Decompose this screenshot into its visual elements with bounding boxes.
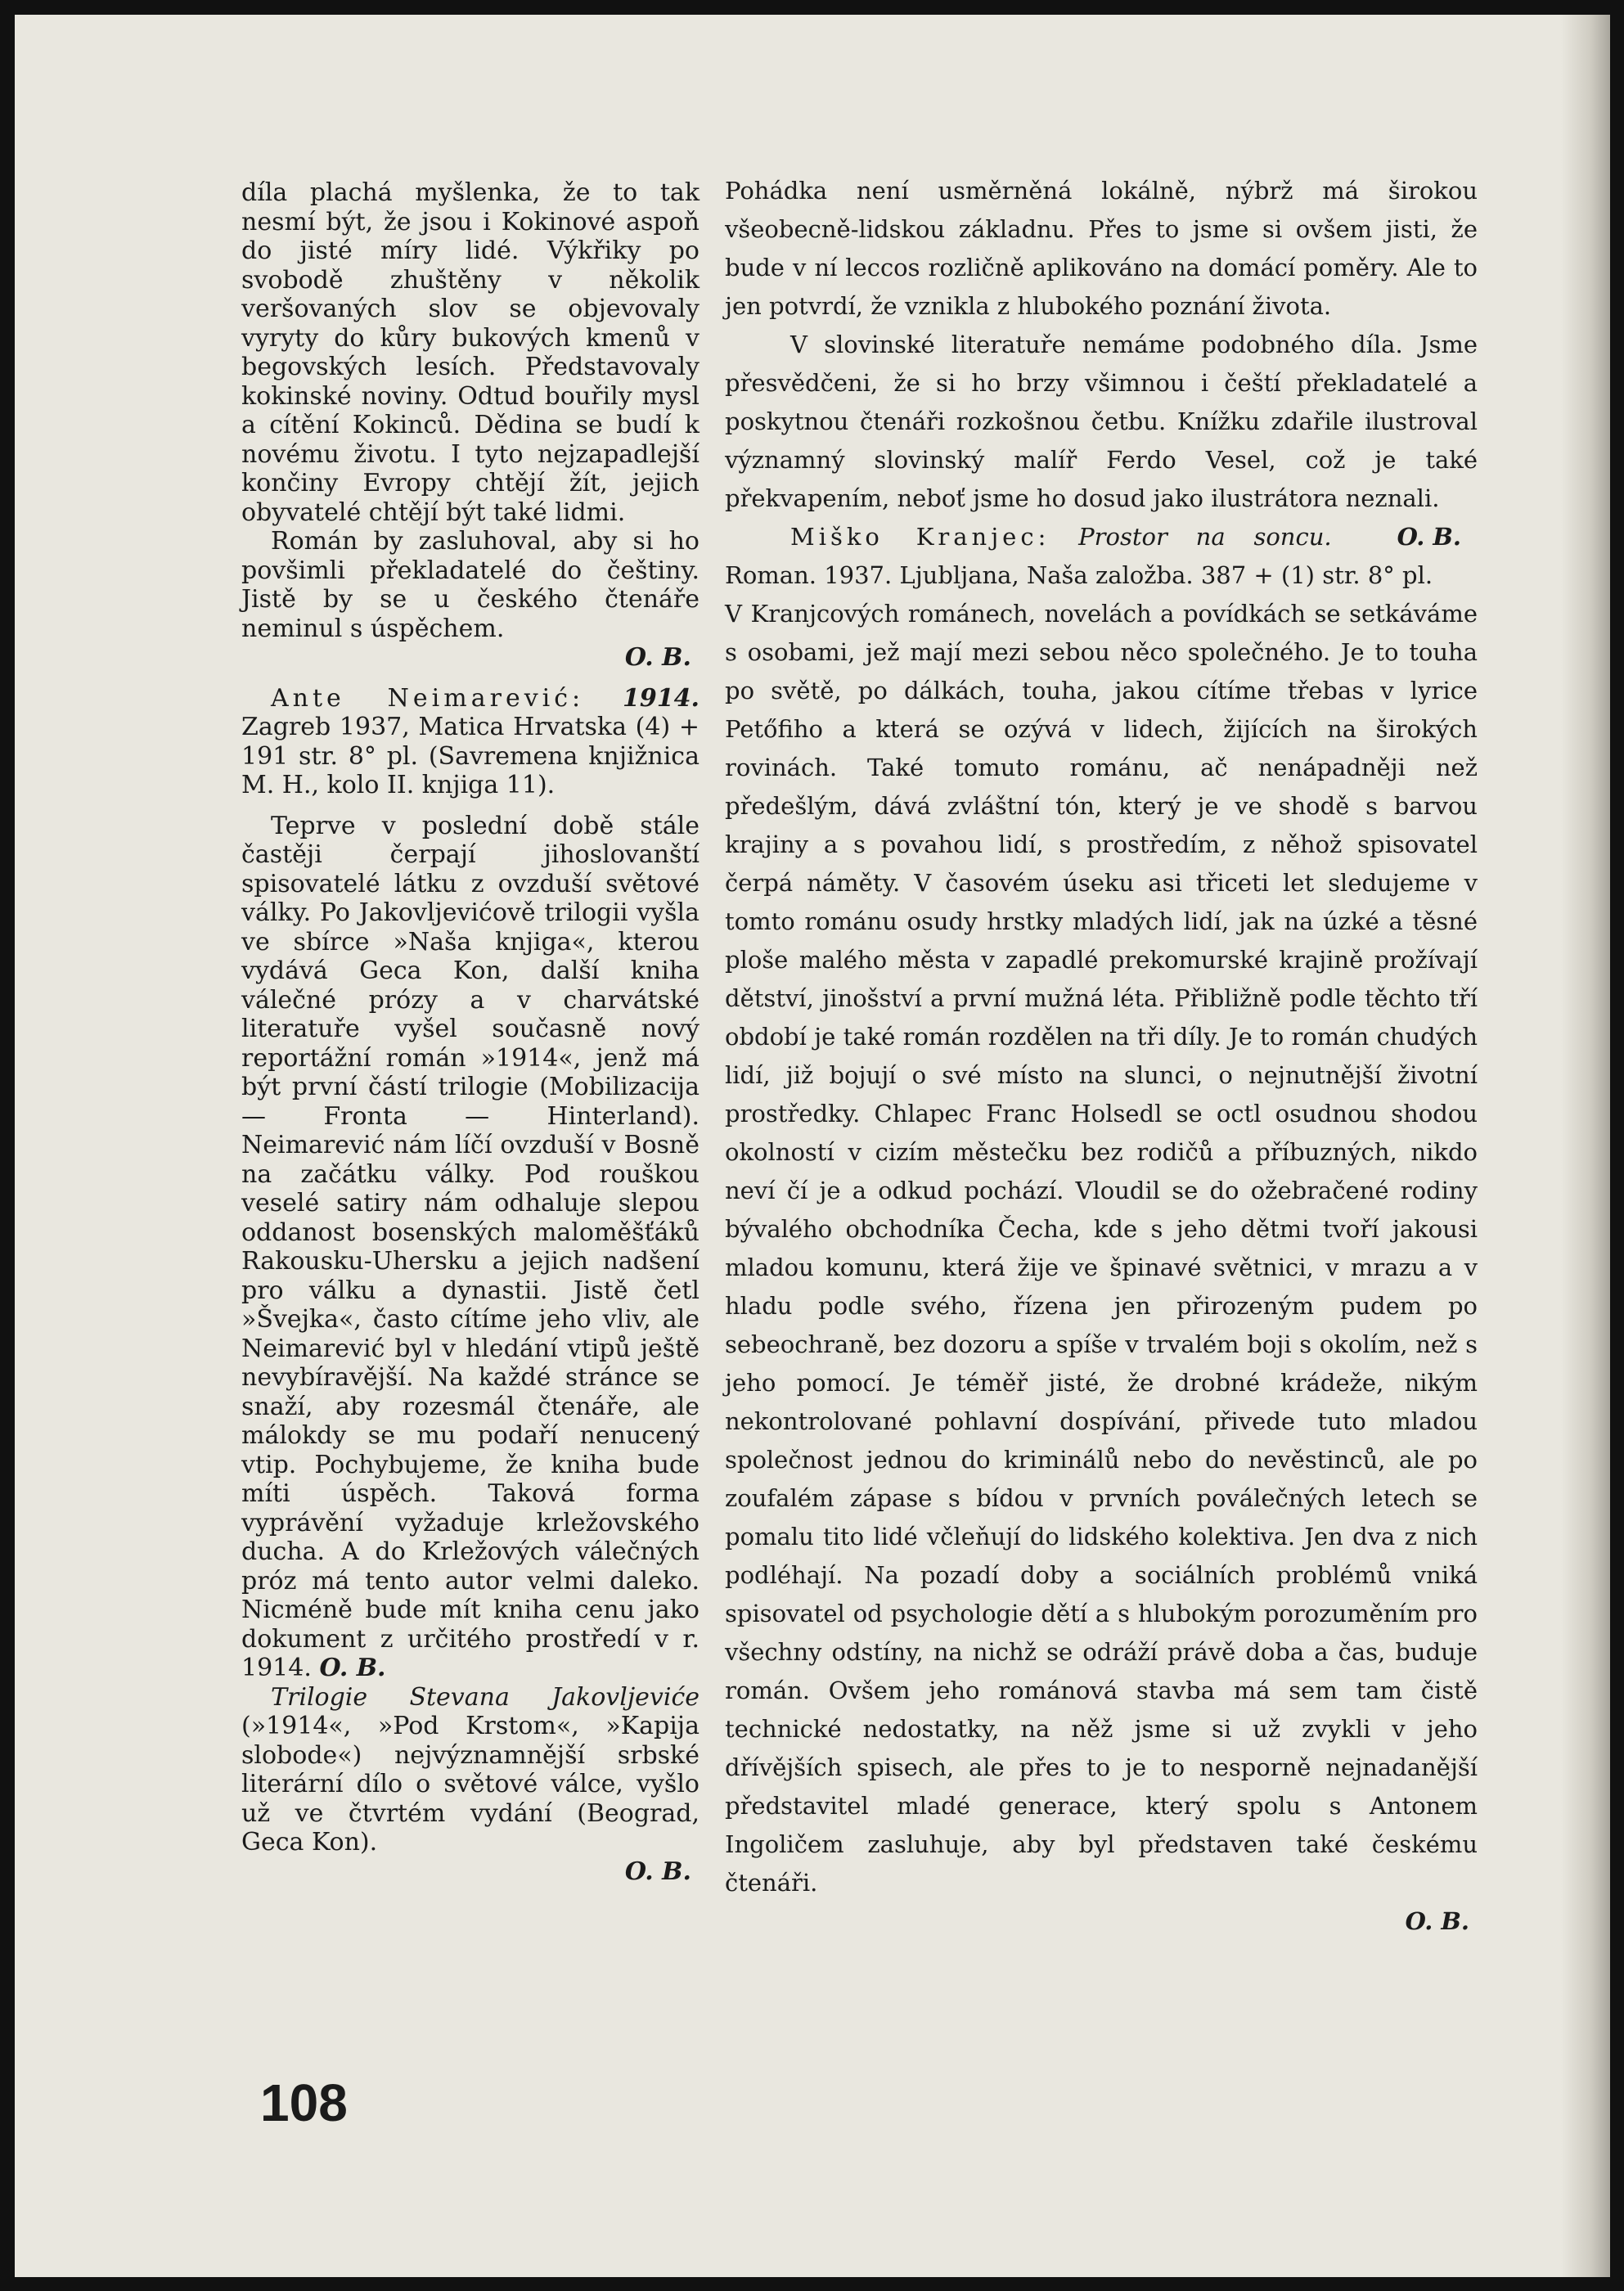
left-paragraph-3 bbox=[241, 812, 700, 1683]
page-gutter-shadow bbox=[1561, 15, 1610, 2277]
review-author: Ante Neimarević: bbox=[271, 683, 585, 713]
left-paragraph-4-text: (»1914«, »Pod Krstom«, »Kapija slobode«) nejvýznamnější srbské literární dílo o světové válce, vyšlo už ve čtvrtém vydání (Beograd, Geca Kon). bbox=[241, 1712, 700, 1857]
book-page bbox=[15, 15, 1610, 2277]
signature: O. B. bbox=[1397, 523, 1461, 551]
left-column bbox=[241, 178, 700, 1886]
right-column bbox=[725, 172, 1478, 1941]
review-biblio: Roman. 1937. Ljubljana, Naša založba. 387 + (1) str. 8° pl. bbox=[725, 561, 1433, 589]
left-paragraph-1: díla plachá myšlenka, že to tak nesmí být, že jsou i Kokinové aspoň do jisté míry lidé. Výkřiky po svobodě zhuštěny v několik veršovaných slov se objevovaly vyryty do kůry bukových kmenů v begovských lesích. Představovaly kokinské noviny. Odtud bouřily mysl a cítění Kokinců. Dědina se budí k novému životu. I tyto nejzapadlejší končiny Evropy chtějí žít, jejich obyvatelé chtějí být také lidmi. bbox=[241, 178, 700, 527]
signature: O. B. bbox=[624, 643, 691, 672]
signature: O. B. bbox=[319, 1654, 386, 1682]
page-number: 108 bbox=[260, 2073, 348, 2132]
signature: O. B. bbox=[1405, 1907, 1469, 1935]
review-title: 1914. bbox=[623, 683, 700, 713]
review-author: Miško Kranjec: bbox=[790, 523, 1050, 551]
review-title: Prostor na soncu. bbox=[1078, 523, 1332, 551]
signature: O. B. bbox=[624, 1857, 691, 1886]
trilogy-title: Trilogie Stevana Jakovljeviće bbox=[271, 1682, 700, 1712]
right-paragraph-1: Pohádka není usměrněná lokálně, nýbrž má širokou všeobecně-lidskou základnu. Přes to jsme si ovšem jisti, že bude v ní leccos rozličně aplikováno na domácí poměry. Ale to jen potvrdí, že vznikla z hlubokého poznání života. bbox=[725, 177, 1478, 320]
left-paragraph-3-text: Teprve v poslední době stále častěji čerpají jihoslovanští spisovatelé látku z ovzduší světové války. Po Jakovljevićově trilogii vyšla ve sbírce »Naša knjiga«, kterou vydává Geca Kon, další kniha válečné prózy a v charvátské literatuře vyšel současně nový reportážní román »1914«, jenž má být první částí trilogie (Mobilizacija — Fronta — Hinterland). Neimarević nám líčí ovzduší v Bosně na začátku války. Pod rouškou veselé satiry nám odhaluje slepou oddanost bosenských maloměšťáků Rakousku-Uhersku a jejich nadšení pro válku a dynastii. Jistě četl »Švejka«, často cítíme jeho vliv, ale Neimarević byl v hledání vtipů ještě nevybíravější. Na každé stránce se snaží, aby rozesmál čtenáře, ale málokdy se mu podaří nenucený vtip. Pochybujeme, že kniha bude míti úspěch. Taková forma vyprávění vyžaduje krležovského ducha. A do Krležových válečných próz má tento autor velmi daleko. Nicméně bude mít kniha cenu jako dokument z určitého prostředí v r. 1914. bbox=[241, 811, 700, 1682]
right-paragraph-2-text: V slovinské literatuře nemáme podobného díla. Jsme přesvědčeni, že si ho brzy všimnou i čeští překladatelé a poskytnou čtenáři rozkošnou četbu. Knížku zdařile ilustroval významný slovinský malíř Ferdo Vesel, což je také překvapením, neboť jsme ho dosud jako ilustrátora neznali. bbox=[725, 331, 1478, 512]
left-paragraph-2: Román by zasluhoval, aby si ho povšimli překladatelé do češtiny. Jistě by se u českého čtenáře neminul s úspěchem. bbox=[241, 527, 700, 643]
left-paragraph-4 bbox=[241, 1683, 700, 1857]
review-neimarevic-header bbox=[241, 684, 700, 800]
right-paragraph-3: V Kranjcových románech, novelách a povídkách se setkáváme s osobami, jež mají mezi sebou něco společného. Je to touha po světě, po dálkách, touha, jakou cítíme třebas v lyrice Petőfiho a která se ozývá v lidech, žijících na širokých rovinách. Také tomuto románu, ač nenápadněji než předešlým, dává zvláštní tón, který je ve shodě s barvou krajiny a s povahou lidí, s prostředím, z něhož spisovatel čerpá náměty. V časovém úseku asi třiceti let sledujeme v tomto románu osudy hrstky mladých lidí, jak na úzké a těsné ploše malého města v zapadlé prekomurské krajině prožívají dětství, jinošství a první mužná léta. Přibližně podle těchto tří období je také román rozdělen na tři díly. Je to román chudých lidí, již bojují o své místo na slunci, o nejnutnější životní prostředky. Chlapec Franc Holsedl se octl osudnou shodou okolností v cizím městečku bez rodičů a příbuzných, nikdo neví čí je a odkud pochází. Vloudil se do ožebračené rodiny bývalého obchodníka Čecha, kde s jeho dětmi tvoří jakousi mladou komunu, která žije ve špinavé světnici, v mrazu a v hladu podle svého, řízena jen přirozeným pudem po sebeochraně, bez dozoru a spíše v trvalém boji s okolím, než s jeho pomocí. Je téměř jisté, že drobné krádeže, nikým nekontrolované pohlavní dospívání, přivede tuto mladou společnost jednou do kriminálů nebo do nevěstinců, ale po zoufalém zápase s bídou v prvních poválečných letech se pomalu tito lidé včleňují do lidského kolektiva. Jen dva z nich podléhají. Na pozadí doby a sociálních problémů vniká spisovatel od psychologie dětí a s hlubokým porozuměním pro všechny odstíny, na nichž se odráží právě doba a čas, buduje román. Ovšem jeho románová stavba má sem tam čistě technické nedostatky, na něž jsme si už zvykli v jeho dřívějších spisech, ale přes to je to nesporně nejnadanější představitel mladé generace, který spolu s Antonem Ingoličem zasluhuje, aby byl představen také českému čtenáři. bbox=[725, 600, 1478, 1897]
review-biblio: Zagreb 1937, Matica Hrvatska (4) + 191 str. 8° pl. (Savremena knjižnica M. H., kolo II. knjiga 11). bbox=[241, 713, 700, 799]
